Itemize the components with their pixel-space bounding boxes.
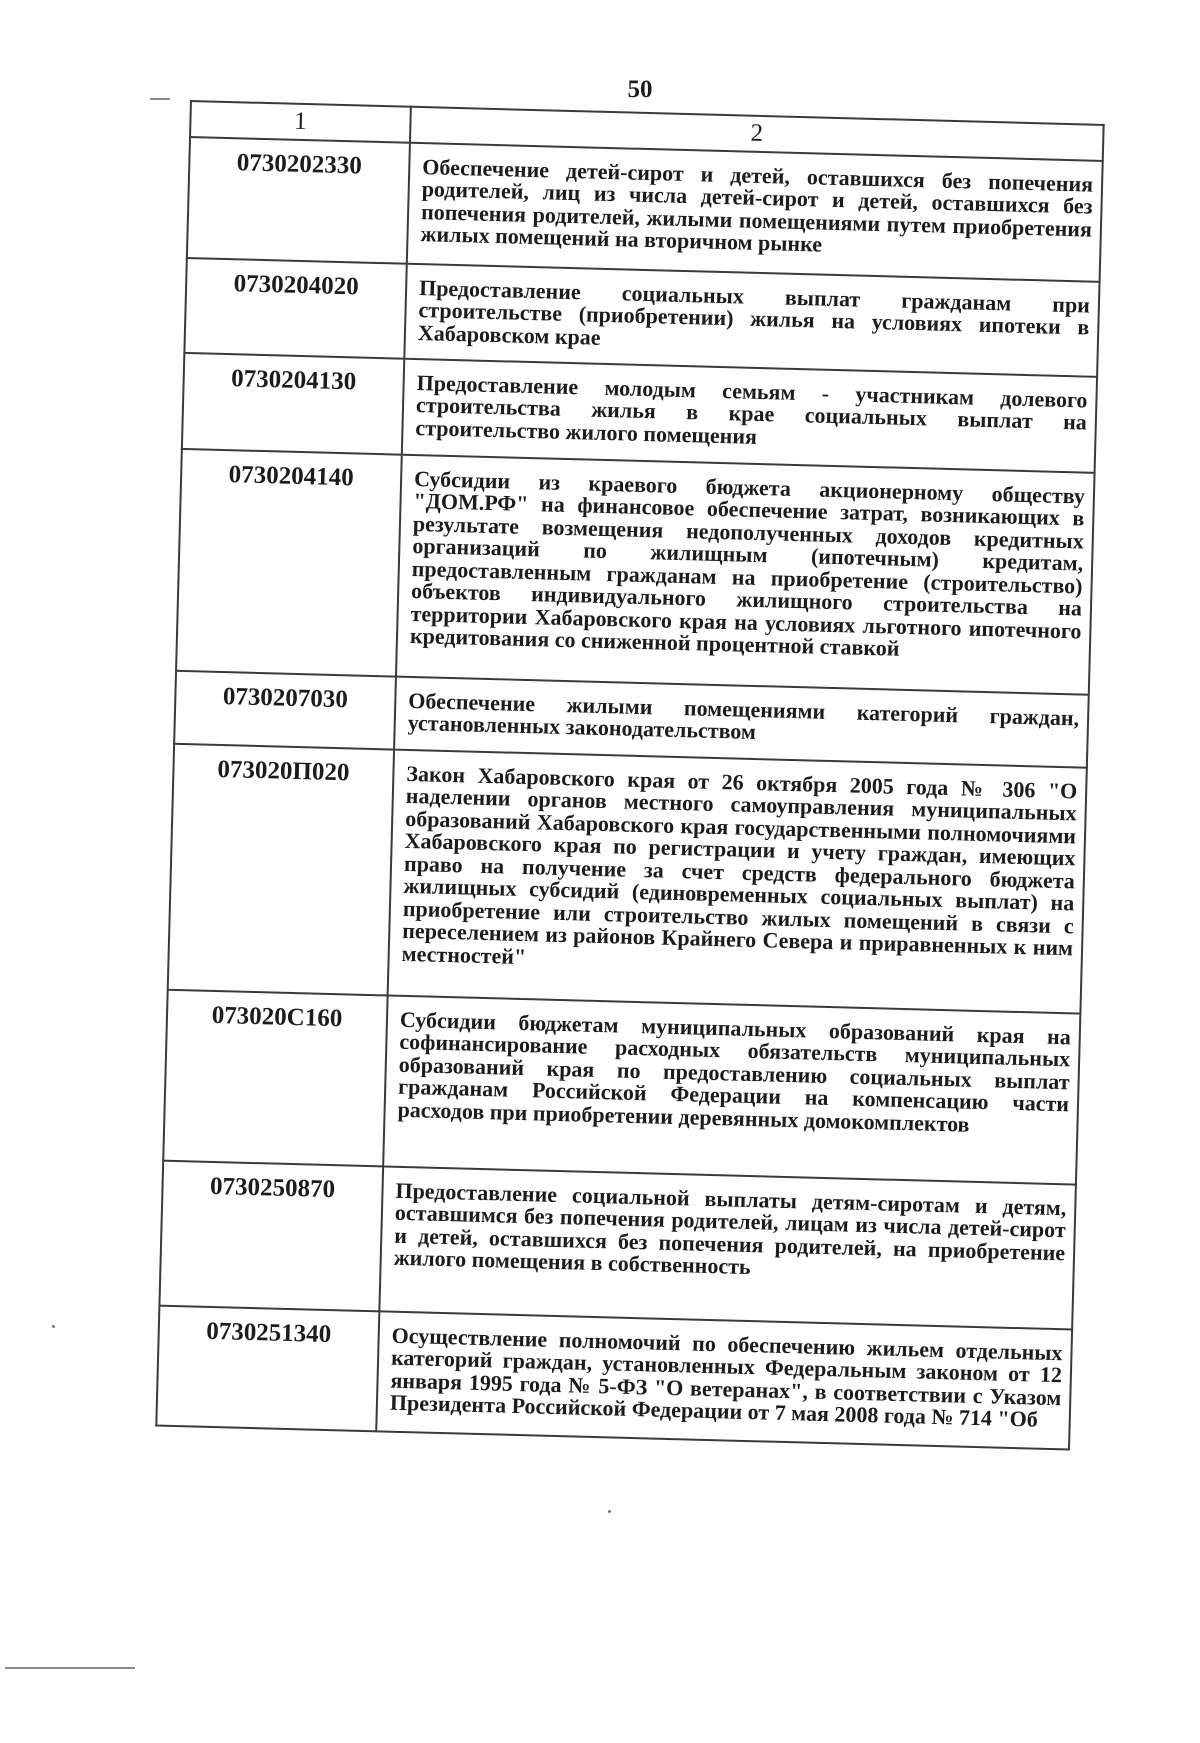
row-description: Закон Хабаровского края от 26 октября 2005 года № 306 "О наделении органов местного самоуправления муниципальных образований Хабаровского края государственными полномочиями Хабаровского края по регистрации и учету граждан, имеющих право на получение за счет средств федерального бюджета жилищных субсидий (единовременных социальных выплат) на приобретение или строительство жилых помещений в связи с переселением из районов Крайнего Севера и приравненных к ним местностей" xyxy=(388,750,1087,1014)
row-description: Предоставление социальных выплат гражданам при строительстве (приобретении) жилья на условиях ипотеки в Хабаровском крае xyxy=(404,264,1099,377)
row-code: 0730204020 xyxy=(184,258,406,359)
table-row xyxy=(163,990,1080,1185)
scan-artifact-mark xyxy=(150,98,170,100)
table-row xyxy=(187,137,1103,282)
row-description: Субсидии из краевого бюджета акционерному обществу "ДОМ.РФ" на финансовое обеспечение затрат, возникающих в результате возмещения недополученных доходов кредитных организаций по жилищным (ипотечным) кредитам, предоставленным гражданам на приобретение (строительство) объектов индивидуального жилищного строительства на территории Хабаровского края на условиях льготного ипотечного кредитования со сниженной процентной ставкой xyxy=(396,455,1095,695)
row-code: 0730202330 xyxy=(187,137,410,264)
row-description: Предоставление социальной выплаты детям-сиротам и детям, оставшимся без попечения родителей, лицам из числа детей-сирот и детей, оставшихся без попечения родителей, на приобретение жилого помещения в собственность xyxy=(379,1166,1076,1329)
row-code: 0730204130 xyxy=(182,353,404,455)
row-code: 073020С160 xyxy=(163,990,387,1167)
column-header-description: 2 xyxy=(410,107,1104,161)
row-code: 0730251340 xyxy=(156,1306,379,1432)
row-description: Предоставление молодым семьям - участникам долевого строительства жилья в крае социальных выплат на строительство жилого помещения xyxy=(402,359,1097,473)
row-code: 0730207030 xyxy=(174,671,396,750)
row-description: Обеспечение жилыми помещениями категорий граждан, установленных законодательством xyxy=(394,677,1089,768)
table-row xyxy=(176,449,1094,695)
row-description: Осуществление полномочий по обеспечению жильем отдельных категорий граждан, установленных Федеральным законом от 12 января 1995 года № 5-ФЗ "О ветеранах", в соответствии с Указом Президента Российской Федерации от 7 мая 2008 года № 714 "Об xyxy=(376,1311,1072,1449)
table-row xyxy=(168,744,1087,1014)
document-table-container xyxy=(148,100,1105,1743)
classification-table xyxy=(155,100,1104,1450)
scan-speck xyxy=(52,1325,55,1328)
row-code: 073020П020 xyxy=(168,744,394,996)
column-header-code: 1 xyxy=(190,101,411,143)
row-description: Обеспечение детей-сирот и детей, оставшихся без попечения родителей, лиц из числа детей-сирот и детей, оставшихся без попечения родителей, жилыми помещениями путем приобретения жилых помещений на вторичном рынке xyxy=(407,143,1103,282)
row-code: 0730204140 xyxy=(176,449,402,677)
table-row xyxy=(159,1161,1075,1330)
footnote-separator-line xyxy=(5,1667,135,1669)
row-code: 0730250870 xyxy=(159,1161,383,1312)
page-number: 50 xyxy=(627,76,653,103)
table-row xyxy=(156,1306,1072,1450)
row-description: Субсидии бюджетам муниципальных образований края на софинансирование расходных обязательств муниципальных образований края по предоставлению социальных выплат гражданам Российской Федерации на компенсацию части расходов при приобретении деревянных домокомплектов xyxy=(383,995,1080,1184)
